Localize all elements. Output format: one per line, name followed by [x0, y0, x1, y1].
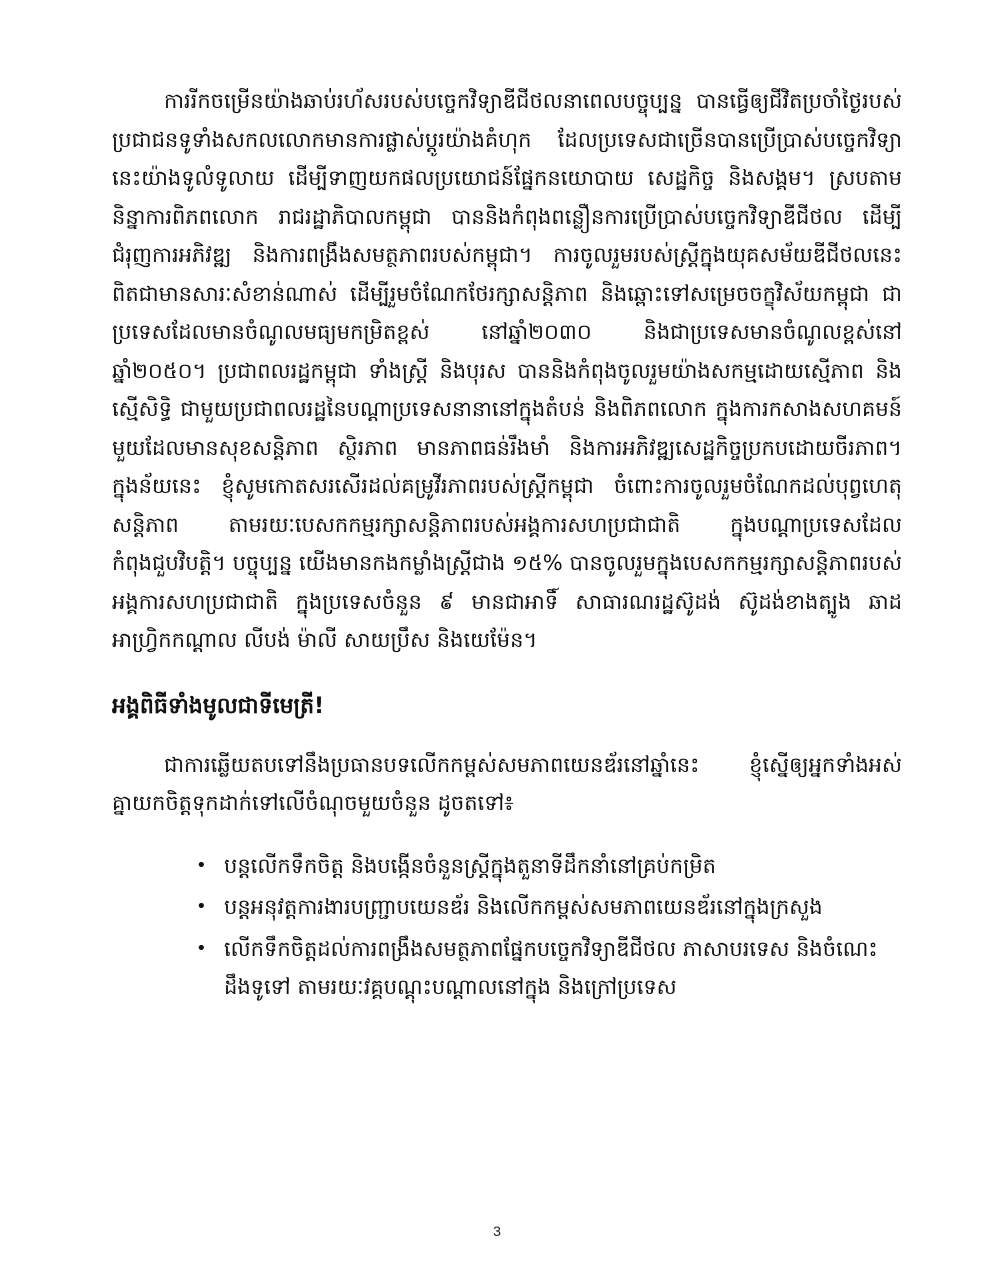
bullet-icon: • — [196, 854, 207, 876]
list-item — [196, 847, 902, 886]
page-number: 3 — [493, 1223, 501, 1239]
bullet-icon: • — [196, 937, 207, 959]
lead-paragraph: ជាការឆ្លើយតបទៅនឹងប្រធានបទលើកកម្ពស់សមភាពយេនឌ័រនៅឆ្នាំនេះ ខ្ញុំស្នើឲ្យអ្នកទាំងអស់គ្នាយកចិត្តទុកដាក់ទៅលើចំណុចមួយចំនួន ដូចតទៅ៖ — [112, 752, 902, 815]
list-item — [196, 930, 902, 1007]
list-item — [196, 888, 902, 927]
section-heading: អង្គពិធីទាំងមូលជាទីមេត្រី! — [112, 693, 325, 719]
list-item-text: លើកទឹកចិត្តដល់ការពង្រឹងសមត្ថភាពផ្នែកបច្ចេកវិទ្យាឌីជីថល ភាសាបរទេស និងចំណេះដឹងទូទៅ តាមរយៈវគ្គបណ្តុះបណ្តាលនៅក្នុង និងក្រៅប្រទេស — [224, 936, 878, 999]
list-item-text: បន្តអនុវត្តការងារបញ្ជ្រាបយេនឌ័រ និងលើកកម្ពស់សមភាពយេនឌ័រនៅក្នុងក្រសួង — [224, 895, 823, 919]
recommendation-list — [112, 847, 902, 1007]
intro-paragraph: ការរីកចម្រើនយ៉ាងឆាប់រហ័សរបស់បច្ចេកវិទ្យាឌីជីថលនាពេលបច្ចុប្បន្ន បានធ្វើឲ្យជីវិតប្រចាំថ្ងៃរបស់ប្រជាជនទូទាំងសកលលោកមានការផ្លាស់ប្តូរយ៉ាងគំហុក ដែលប្រទេសជាច្រើនបានប្រើប្រាស់បច្ចេកវិទ្យានេះយ៉ាងទូលំទូលាយ ដើម្បីទាញយកផលប្រយោជន៍ផ្នែកនយោបាយ សេដ្ឋកិច្ច និងសង្គម។ ស្របតាមនិន្នាការពិភពលោក រាជរដ្ឋាភិបាលកម្ពុជា បាននិងកំពុងពន្លឿនការប្រើប្រាស់បច្ចេកវិទ្យាឌីជីថល ដើម្បីជំរុញការអភិវឌ្ឍ និងការពង្រឹងសមត្ថភាពរបស់កម្ពុជា។ ការចូលរួមរបស់ស្ត្រីក្នុងយុគសម័យឌីជីថលនេះ ពិតជាមានសារៈសំខាន់ណាស់ ដើម្បីរួមចំណែកថែរក្សាសន្តិភាព និងឆ្ពោះទៅសម្រេចចក្ខុវិស័យកម្ពុជា ជាប្រទេសដែលមានចំណូលមធ្យមកម្រិតខ្ពស់ នៅឆ្នាំ២០៣០ និងជាប្រទេសមានចំណូលខ្ពស់នៅឆ្នាំ២០៥០។ ប្រជាពលរដ្ឋកម្ពុជា ទាំងស្ត្រី និងបុរស បាននិងកំពុងចូលរួមយ៉ាងសកម្មដោយស្មើភាព និងស្មើសិទ្ធិ ជាមួយប្រជាពលរដ្ឋនៃបណ្តាប្រទេសនានានៅក្នុងតំបន់ និងពិភពលោក ក្នុងការកសាងសហគមន៍មួយដែលមានសុខសន្តិភាព ស្ថិរភាព មានភាពធន់រឹងមាំ និងការអភិវឌ្ឍសេដ្ឋកិច្ចប្រកបដោយចីរភាព។ ក្នុងន័យនេះ ខ្ញុំសូមកោតសរសើរដល់គម្រូវីរភាពរបស់ស្ត្រីកម្ពុជា ចំពោះការចូលរួមចំណែកដល់បុព្វហេតុសន្តិភាព តាមរយៈបេសកកម្មរក្សាសន្តិភាពរបស់អង្គការសហប្រជាជាតិ ក្នុងបណ្តាប្រទេសដែលកំពុងជួបវិបត្តិ។ បច្ចុប្បន្ន យើងមានកងកម្លាំងស្ត្រីជាង ១៥% បានចូលរួមក្នុងបេសកកម្មរក្សាសន្តិភាពរបស់អង្គការសហប្រជាជាតិ ក្នុងប្រទេសចំនួន ៩ មានជាអាទិ៍ សាធារណរដ្ឋស៊ូដង់ ស៊ូដង់ខាងត្បូង ឆាដ អាហ្វ្រិកកណ្តាល លីបង់ ម៉ាលី សាយប្រឹស និងយេម៉ែន។ — [112, 89, 902, 652]
bullet-icon: • — [196, 896, 207, 917]
list-item-text: បន្តលើកទឹកចិត្ត និងបង្កើនចំនួនស្ត្រីក្នុងតួនាទីដឹកនាំនៅគ្រប់កម្រិត — [224, 853, 716, 878]
